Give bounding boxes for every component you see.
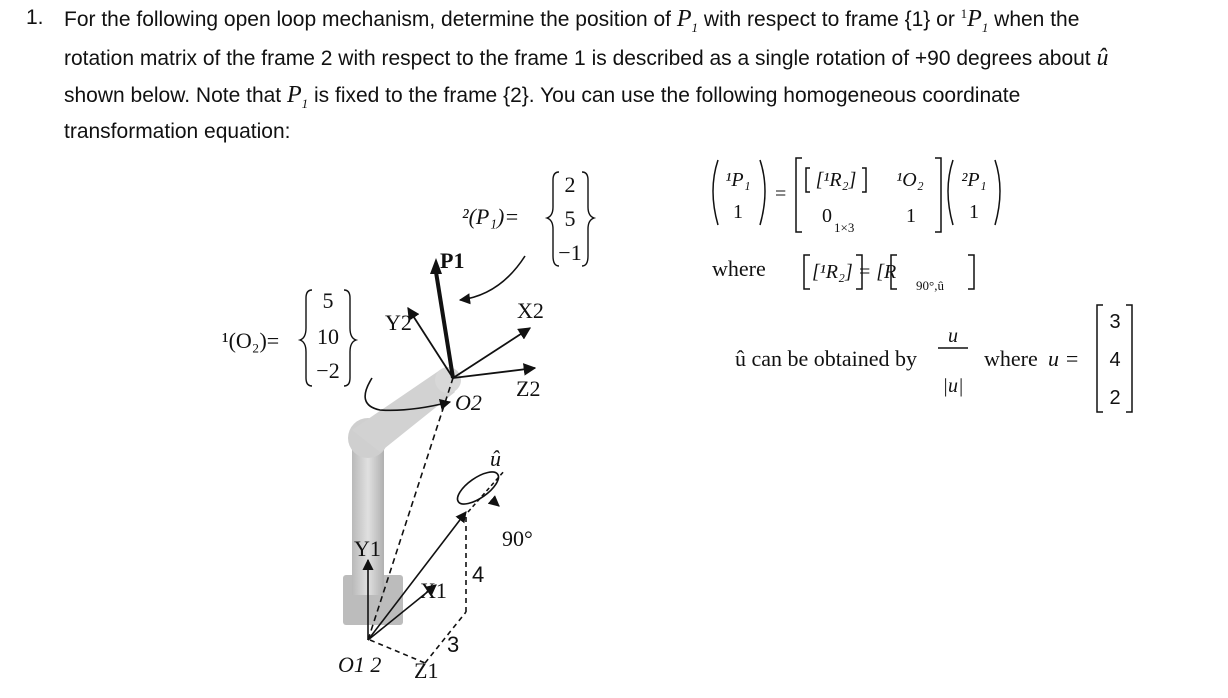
line3-part-b: is fixed to the frame {2}. You can use the following homogeneous coordinate xyxy=(308,84,1021,107)
angle-label: 90° xyxy=(502,526,533,551)
p-letter: P xyxy=(676,6,692,32)
p1-vec-0: 2 xyxy=(564,172,576,197)
p1-vec-2: −1 xyxy=(558,240,582,265)
p1-arrow-shaft xyxy=(436,272,453,378)
z1-label: Z1 xyxy=(414,658,439,683)
rhs-paren-left xyxy=(948,160,953,225)
u-vec-2: 2 xyxy=(1109,387,1121,409)
eq-one: 1 xyxy=(906,205,916,227)
line1-part-c: when the xyxy=(988,8,1080,31)
p-sub-2: 1 xyxy=(981,19,989,35)
lhs-paren-right xyxy=(760,160,765,225)
rotation-arrow xyxy=(492,500,499,506)
o2-brace-right xyxy=(344,290,356,386)
o2-vec-0: 5 xyxy=(322,288,334,313)
x1-label: X1 xyxy=(420,578,447,603)
dim-4-label: 4 xyxy=(472,562,485,587)
p1-brace-right xyxy=(582,172,594,266)
o2-vec-1: 10 xyxy=(317,324,339,349)
o2-vector-label: ¹(O₂)= xyxy=(222,328,280,353)
u-vec-1: 4 xyxy=(1109,349,1121,371)
p1-label: P1 xyxy=(440,248,465,273)
u-hat-axis xyxy=(468,470,505,512)
matrix-bracket-right xyxy=(935,158,941,232)
x2-label: X2 xyxy=(517,298,544,323)
u-hat-symbol: û xyxy=(1096,45,1109,71)
dashed-3 xyxy=(425,612,466,663)
line1-part-a: For the following open loop mechanism, determine the position of xyxy=(64,8,677,31)
frame2-axes xyxy=(408,308,535,378)
question-line-4: transformation equation: xyxy=(64,120,291,143)
line3-part-a: shown below. Note that xyxy=(64,84,287,107)
u-vec-0: 3 xyxy=(1109,311,1121,333)
line1-part-b: with respect to frame {1} or xyxy=(698,8,961,31)
u-hat-text: û can be obtained by xyxy=(735,346,918,371)
question-number: 1. xyxy=(26,6,44,29)
u-equals: u = xyxy=(1048,346,1080,371)
r-bracket-right xyxy=(862,168,866,192)
p-letter-3: P xyxy=(286,82,302,108)
eq-lhs-bottom: 1 xyxy=(733,201,743,223)
transformation-equation xyxy=(712,158,1132,412)
p1-brace-left xyxy=(547,172,559,266)
p-letter-2: P xyxy=(967,6,982,32)
eq-equals: = xyxy=(775,183,787,205)
eq-lhs-top: ¹P₁ xyxy=(725,169,751,191)
z2-label: Z2 xyxy=(516,376,541,401)
rot-bracket-2-right xyxy=(968,255,974,289)
fraction-numerator: u xyxy=(948,325,958,347)
eq-o-block: ¹O₂ xyxy=(896,169,924,191)
p-sub-3: 1 xyxy=(301,95,309,111)
rot-bracket-1-left xyxy=(804,255,810,289)
fraction-denominator: |u| xyxy=(942,375,964,397)
o2-brace-left xyxy=(300,290,312,386)
line2-text: rotation matrix of the frame 2 with respect to the frame 1 is described as a single rotation of +90 degrees about xyxy=(64,47,1097,70)
eq-zero-block: 0 xyxy=(822,205,832,227)
p1-vector-label: ²(P₁)= xyxy=(462,204,520,229)
eq-rhs-bottom: 1 xyxy=(969,201,979,223)
o2-vec-2: −2 xyxy=(316,358,340,383)
p-sup: 1 xyxy=(960,6,968,21)
where-label-1: where xyxy=(712,256,766,281)
dim-3-label: 3 xyxy=(447,632,460,657)
matrix-bracket-left xyxy=(796,158,802,232)
y1-label: Y1 xyxy=(354,536,381,561)
eq-rhs-top: ²P₁ xyxy=(961,169,987,191)
p-sub: 1 xyxy=(691,19,699,35)
u-hat-label: û xyxy=(490,446,501,471)
o2-label: O2 xyxy=(455,390,482,415)
u-vec-bracket-left xyxy=(1097,305,1103,412)
lhs-paren-left xyxy=(713,160,718,225)
u-vec-bracket-right xyxy=(1126,305,1132,412)
r-bracket-left xyxy=(806,168,810,192)
eq-r-block: [¹R₂] xyxy=(815,169,857,191)
y2-label: Y2 xyxy=(385,310,412,335)
rot-def-sub: 90°,û xyxy=(916,278,944,293)
rhs-paren-right xyxy=(995,160,1000,225)
o1-label: O1 2 xyxy=(338,652,382,677)
where-label-2: where xyxy=(984,346,1038,371)
rot-def-lhs: [¹R₂] = [R xyxy=(812,261,897,283)
p1-pointer xyxy=(460,256,525,300)
eq-zero-sub: 1×3 xyxy=(834,220,855,235)
p1-vec-1: 5 xyxy=(564,206,576,231)
